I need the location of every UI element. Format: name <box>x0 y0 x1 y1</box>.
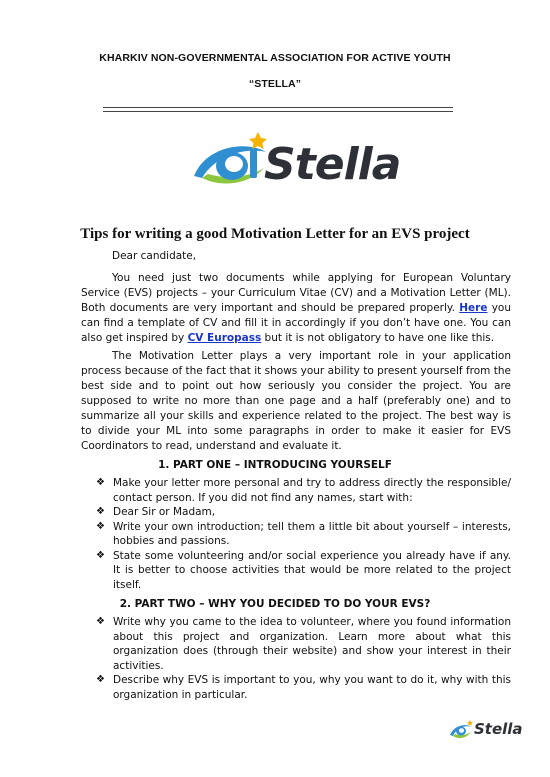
salutation: Dear candidate, <box>112 250 197 262</box>
bullet-icon: ❖ <box>96 520 105 532</box>
bullet-icon: ❖ <box>96 506 105 517</box>
intro-text-part2: you can find a template of CV and fill it in accordingly if you don’t have one. You can also get inspired by <box>81 302 511 344</box>
list-item-text: Dear Sir or Madam, <box>113 506 216 518</box>
header-divider-top <box>103 107 453 108</box>
bullet-icon: ❖ <box>96 477 105 488</box>
bullet-icon: ❖ <box>96 616 105 627</box>
list-item <box>96 476 511 505</box>
footer-logo-wordmark: Stella <box>474 720 523 738</box>
list-item-text: Describe why EVS is important to you, why you want to do it, why with this organization in particular. <box>113 674 511 701</box>
section-heading-part-two: 2. PART TWO – WHY YOU DECIDED TO DO YOUR EVS? <box>119 598 431 610</box>
list-item <box>96 673 511 702</box>
part-one-list <box>96 476 511 592</box>
list-item <box>96 520 511 549</box>
intro-text-part1: You need just two documents while applying for European Voluntary Service (EVS) projects – your Curriculum Vitae (CV) and a Motivation Letter (ML). Both documents are very important and should be prepared properly. <box>81 272 511 314</box>
motivation-paragraph: The Motivation Letter plays a very important role in your application process because of the fact that it shows your ability to present yourself from the best side and to point out how seriously you consider the project. You are supposed to write no more than one page and a half (preferably one) and to summarize all your skills and experience related to the project. The best way is to divide your ML into some paragraphs in order to make it easier for EVS Coordinators to read, understand and evaluate it. <box>81 350 511 452</box>
logo-wordmark: Stella <box>264 139 401 190</box>
list-item-text: State some volunteering and/or social experience you already have if any. It is better to choose activities that would be more related to the project itself. <box>113 549 511 591</box>
part-two-list <box>96 615 511 702</box>
document-title: Tips for writing a good Motivation Letter for an EVS project <box>80 226 470 242</box>
organization-short-name: “STELLA” <box>248 78 302 90</box>
list-item-text: Write why you came to the idea to volunteer, where you found information about this project and organization. Learn more about what this organization does (through their website) and show your interest in their activities. <box>113 616 511 672</box>
list-item <box>96 549 511 593</box>
cv-template-link[interactable]: Here <box>459 302 488 314</box>
list-item <box>96 615 511 673</box>
section-heading-part-one: 1. PART ONE – INTRODUCING YOURSELF <box>158 459 392 471</box>
intro-paragraph <box>81 271 511 346</box>
organization-name: KHARKIV NON-GOVERNMENTAL ASSOCIATION FOR ACTIVE YOUTH <box>99 52 451 64</box>
list-item <box>96 505 511 520</box>
bullet-icon: ❖ <box>96 549 105 561</box>
list-item-text: Write your own introduction; tell them a little bit about yourself – interests, hobbies and passions. <box>113 520 511 547</box>
intro-text-part3: but it is not obligatory to have one like this. <box>261 332 495 344</box>
cv-europass-link[interactable]: CV Europass <box>187 332 262 344</box>
bullet-icon: ❖ <box>96 674 105 685</box>
list-item-text: Make your letter more personal and try to address directly the responsible/ contact person. If you did not find any names, start with: <box>113 477 511 504</box>
header-divider-bottom <box>103 111 453 112</box>
